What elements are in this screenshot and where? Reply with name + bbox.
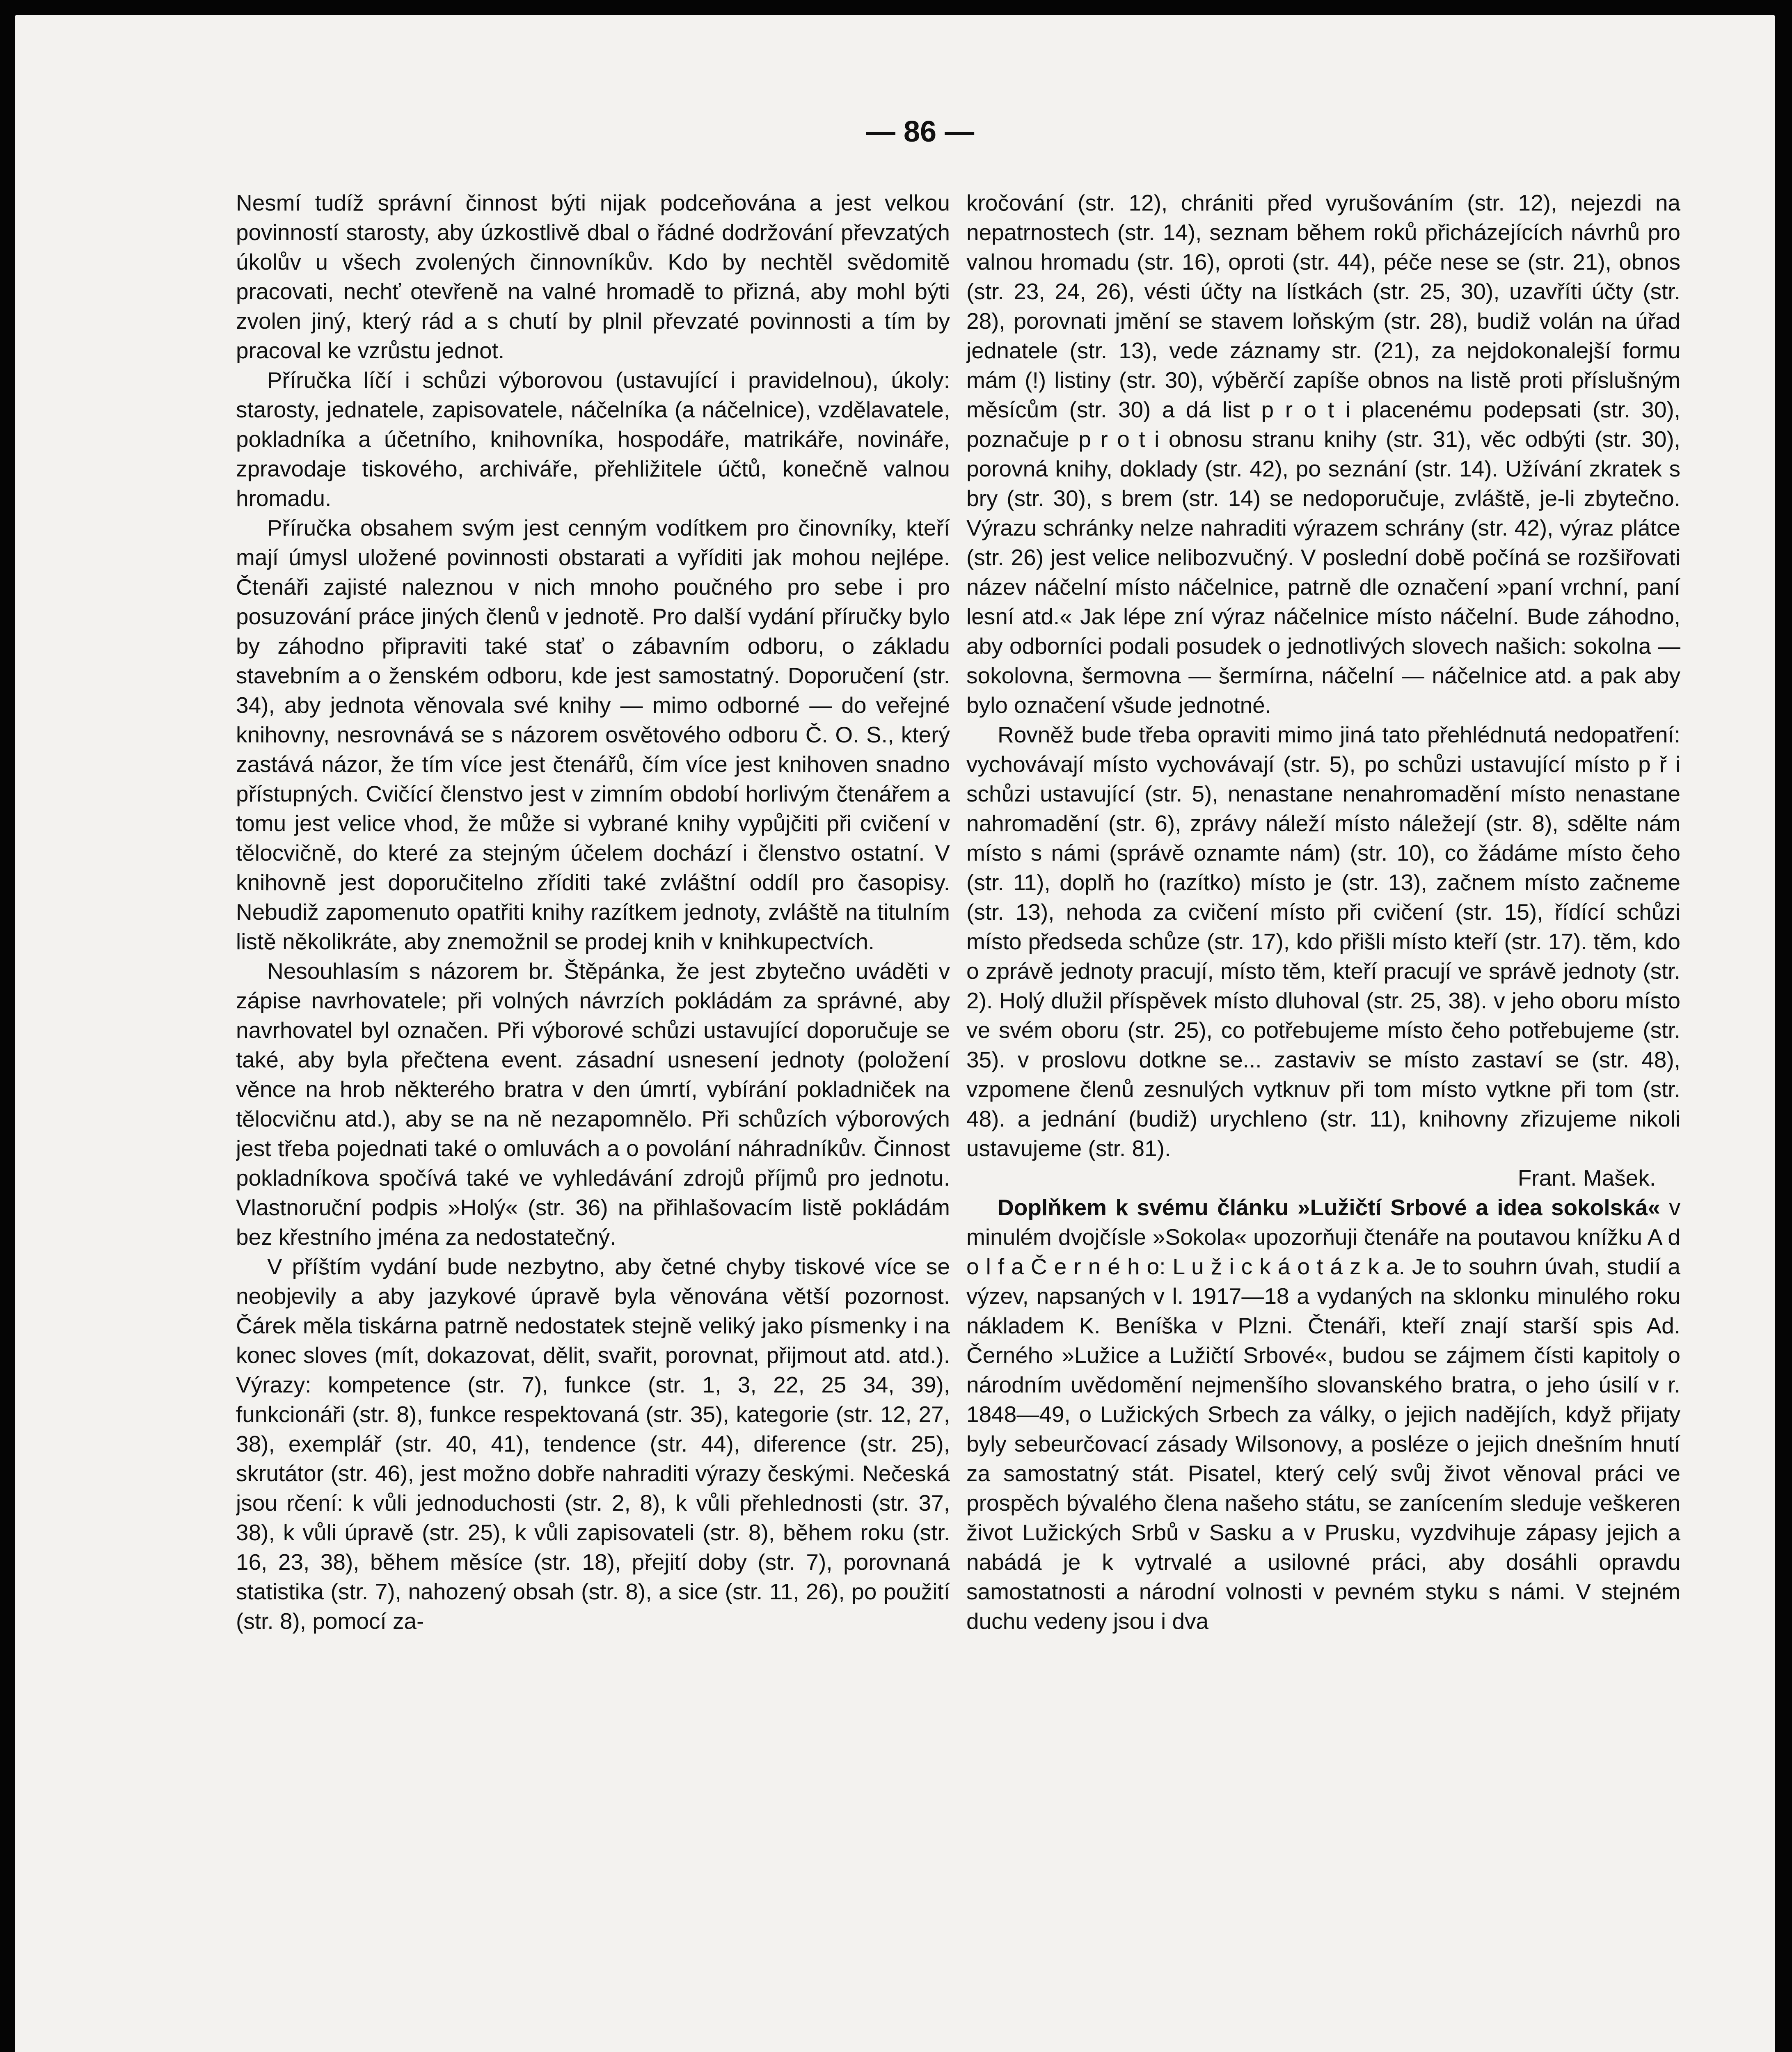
left-text-column — [236, 188, 950, 2052]
paragraph: Příručka líčí i schůzi výborovou (ustavující i pravidelnou), úkoly: starosty, jednatele, zapisovatele, náčelníka (a náčelnice), vzdělavatele, pokladníka a účetního, knihovníka, hospodáře, matrikáře, novináře, zpravodaje tiskového, archiváře, přehližitele účtů, konečně valnou hromadu. — [236, 367, 950, 511]
review-lead: Doplňkem k svému článku »Lužičtí Srbové a idea sokolská« — [998, 1195, 1660, 1220]
paragraph: Příručka obsahem svým jest cenným vodítkem pro činovníky, kteří mají úmysl uložené povinnosti obstarati a vyříditi jak mohou nejlépe. Čtenáři zajisté naleznou v nich mnoho poučného pro sebe i pro posuzování práce jiných členů v jednotě. Pro další vydání příručky bylo by záhodno připraviti také stať o zábavním odboru, o základu stavebním a o ženském odboru, kde jest samostatný. Doporučení (str. 34), aby jednota věnovala své knihy — mimo odborné — do veřejné knihovny, nesrovnává se s názorem osvětového odboru Č. O. S., který zastává názor, že tím více jest čtenářů, čím více jest knihoven snadno přístupných. Cvičící členstvo jest v zimním období horlivým čtenářem a tomu jest velice vhod, že může si vybrané knihy vypůjčiti při cvičení v tělocvičně, do které za stejným účelem dochází i členstvo ostatní. V knihovně jest doporučitelno zříditi také zvláštní oddíl pro časopisy. Nebudiž zapomenuto opatřiti knihy razítkem jednoty, zvláště na titulním listě několikráte, aby znemožnil se prodej knih v knihkupectvích. — [236, 515, 950, 954]
right-text-column — [966, 188, 1680, 2052]
review-paragraph — [966, 1193, 1680, 1636]
paragraph: Rovněž bude třeba opraviti mimo jiná tato přehlédnutá nedopatření: vychovávají místo vychovávají (str. 5), po schůzi ustavující místo p ř i schůzi ustavující (str. 5), nenastane nenahromadění místo nenastane nahromadění (str. 6), zprávy náleží místo náležejí (str. 8), sdělte nám místo s námi (správě oznamte nám) (str. 10), co žádáme místo čeho (str. 11), doplň ho (razítko) místo je (str. 13), začnem místo začneme (str. 13), nehoda za cvičení místo při cvičení (str. 15), řídící schůzi místo předseda schůze (str. 17), kdo přišli místo kteří (str. 17). těm, kdo o zprávě jednoty pracují, místo těm, kteří pracují ve správě jednoty (str. 2). Holý dlužil příspěvek místo dluhoval (str. 25, 38). v jeho oboru místo ve svém oboru (str. 25), co potřebujeme místo čeho potřebujeme (str. 35). v proslovu dotkne se... zastaviv se místo zastaví se (str. 48), vzpomene členů zesnulých vytknuv při tom místo vytkne při tom (str. 48). a jednání (budiž) urychleno (str. 11), knihovny zřizujeme nikoli ustavujeme (str. 81). — [966, 722, 1680, 1161]
review-body: v minulém dvojčísle »Sokola« upozorňuji čtenáře na poutavou knížku A d o l f a Č e r n é h o: L u ž i c k á o t á z k a. Je to souhrn úvah, studií a výzev, napsaných v l. 1917—18 a vydaných na sklonku minulého roku nákladem K. Beníška v Plzni. Čtenáři, kteří znají starší spis Ad. Černého »Lužice a Lužičtí Srbové«, budou se zájmem čísti kapitoly o národním uvědomění nejmenšího slovanského bratra, o jeho úsilí v r. 1848—49, o Lužických Srbech za války, o jejich nadějích, když přijaty byly sebeurčovací zásady Wilsonovy, a posléze o jejich dnešním hnutí za samostatný stát. Pisatel, který celý svůj život věnoval práci ve prospěch bývalého člena našeho státu, se zanícením sleduje veškeren život Lužických Srbů v Sasku a v Prusku, vyzdvihuje zápasy jejich a nabádá je k vytrvalé a usilovné práci, aby dosáhli opravdu samostatnosti a národní volnosti v pevném styku s námi. V stejném duchu vedeny jsou i dva — [966, 1195, 1680, 1634]
paragraph: kročování (str. 12), chrániti před vyrušováním (str. 12), nejezdi na nepatrnostech (str. 14), seznam během roků přicházejících návrhů pro valnou hromadu (str. 16), oproti (str. 44), péče nese se (str. 21), obnos (str. 23, 24, 26), vésti účty na lístkách (str. 25, 30), uzavříti účty (str. 28), porovnati jmění se stavem loňským (str. 28), budiž volán na úřad jednatele (str. 13), vede záznamy str. (21), za nejdokonalejší formu mám (!) listiny (str. 30), výběrčí zapíše obnos na listě proti příslušným měsícům (str. 30) a dá list p r o t i placenému podepsati (str. 30), poznačuje p r o t i obnosu stranu knihy (str. 31), věc odbýti (str. 30), porovná knihy, doklady (str. 42), po seznání (str. 14). Užívání zkratek s bry (str. 30), s brem (str. 14) se nedoporučuje, zvláště, je-li zbytečno. Výrazu schránky nelze nahraditi výrazem schrány (str. 42), výraz plátce (str. 26) jest velice nelibozvučný. V poslední době počíná se rozšiřovati název náčelní místo náčelnice, patrně dle označení »paní vrchní, paní lesní atd.« Jak lépe zní výraz náčelnice místo náčelní. Bude záhodno, aby odborníci podali posudek o jednotlivých slovech našich: sokolna — sokolovna, šermovna — šermírna, náčelní — náčelnice atd. a pak aby bylo označení všude jednotné. — [966, 190, 1680, 718]
page-number: — 86 — — [866, 115, 975, 148]
paragraph: Nesmí tudíž správní činnost býti nijak podceňována a jest velkou povinností starosty, aby úzkostlivě dbal o řádné dodržování převzatých úkolův u všech zvolených činnovníkův. Kdo by nechtěl svědomitě pracovati, nechť otevřeně na valné hromadě to přizná, aby mohl býti zvolen jiný, který rád a s chutí by plnil převzaté povinnosti a tím by pracoval ke vzrůstu jednot. — [236, 190, 950, 363]
paragraph: Nesouhlasím s názorem br. Štěpánka, že jest zbytečno uváděti v zápise navrhovatele; při volných návrzích pokládám za správné, aby navrhovatel byl označen. Při výborové schůzi ustavující doporučuje se také, aby byla přečtena event. zásadní usnesení jednoty (položení věnce na hrob některého bratra v den úmrtí, vybírání pokladniček na tělocvičnu atd.), aby se na ně nezapomnělo. Při schůzích výborových jest třeba pojednati také o omluvách a o povolání náhradníkův. Činnost pokladníkova spočívá také ve vyhledávání zdrojů příjmů pro jednotu. Vlastnoruční podpis »Holý« (str. 36) na přihlašovacím listě pokládám bez křestního jména za nedostatečný. — [236, 958, 950, 1250]
paragraph: V příštím vydání bude nezbytno, aby četné chyby tiskové více se neobjevily a aby jazykové úpravě byla věnována větší pozornost. Čárek měla tiskárna patrně nedostatek stejně veliký jako písmenky i na konec sloves (mít, dokazovat, dělit, svařit, porovnat, přijmout atd. atd.). Výrazy: kompetence (str. 7), funkce (str. 1, 3, 22, 25 34, 39), funkcionáři (str. 8), funkce respektovaná (str. 35), kategorie (str. 12, 27, 38), exemplář (str. 40, 41), tendence (str. 44), diference (str. 25), skrutátor (str. 46), jest možno dobře nahraditi výrazy českými. Nečeská jsou rčení: k vůli jednoduchosti (str. 2, 8), k vůli přehlednosti (str. 37, 38), k vůli úpravě (str. 25), k vůli zapisovateli (str. 8), během roku (str. 16, 23, 38), během měsíce (str. 18), přejití doby (str. 7), porovnaná statistika (str. 7), nahozený obsah (str. 8), a sice (str. 11, 26), po použití (str. 8), pomocí za- — [236, 1254, 950, 1634]
author-signature: Frant. Mašek. — [1517, 1165, 1656, 1191]
